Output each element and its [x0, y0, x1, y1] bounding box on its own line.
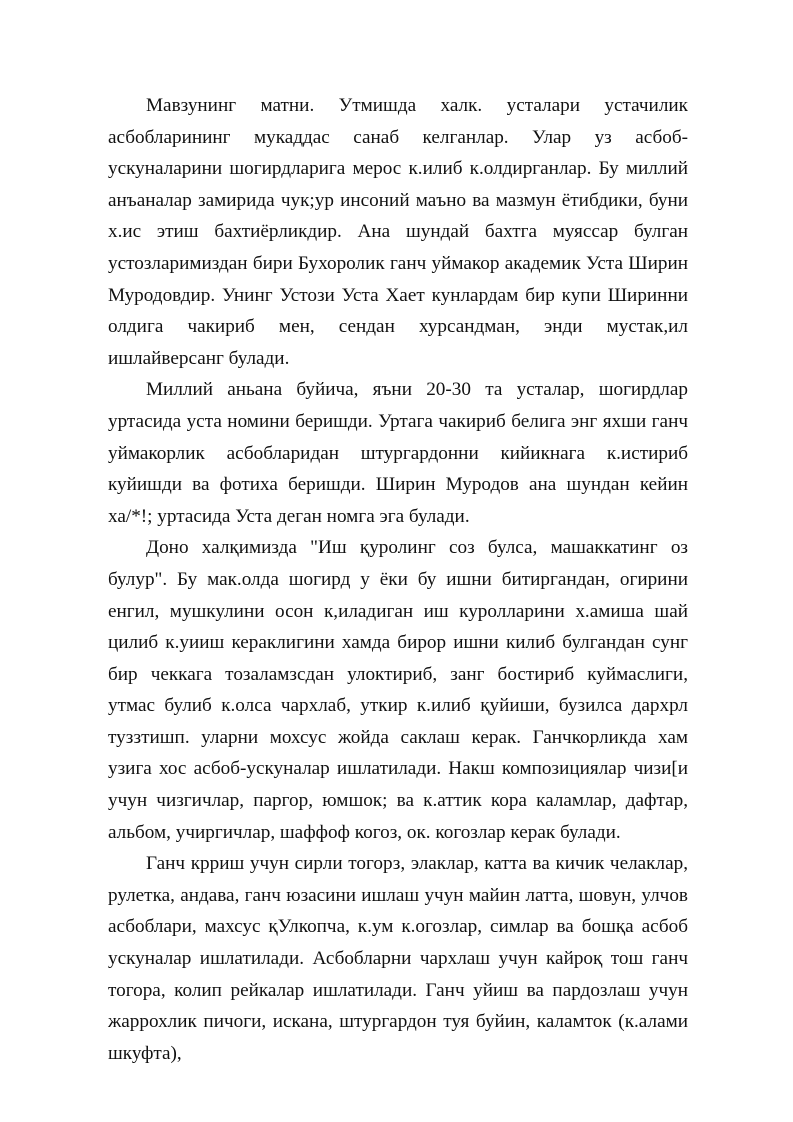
- paragraph-tradition: Миллий аньана буйича, яъни 20-30 та усталар, шогирдлар уртасида уста номини беришди. Уртага чакириб белига энг яхши ганч уймакорлик асбобларидан штургардонни кийикнага к.истириб куйишди ва фотиха беришди. Ширин Муродов ана шундан кейин ха/*!; уртасида Уста деган номга эга булади.: [108, 379, 688, 527]
- paragraph-tools-care: Доно халқимизда "Иш қуролинг соз булса, машаккатинг оз булур". Бу мак.олда шогирд у ёки бу ишни битиргандан, огирини енгил, мушкулини осон к,иладиган иш куролларини х.амиша шай цилиб к.уииш кераклигини хамда бирор ишни килиб булгандан сунг бир чеккага тозаламзсдан улоктириб, занг бостириб куймаслиги, утмас булиб к.олса чархлаб, уткир к.илиб қуйиши, бузилса дархрл туззтишп. уларни мохсус жойда саклаш керак. Ганчкорликда хам узига хос асбоб-ускуналар ишлатилади. Накш композициялар чизи[и учун чизгичлар, паргор, юмшок; ва к.аттик кора каламлар, дафтар, альбом, учиргичлар, шаффоф когоз, ок. когозлар керак булади.: [108, 537, 688, 843]
- document-body: [108, 90, 688, 1069]
- paragraph-intro: Мавзунинг матни. Утмишда халк. усталари устачилик асбобларининг мукаддас санаб келганлар. Улар уз асбоб-ускуналарини шогирдларига мерос к.илиб к.олдирганлар. Бу миллий анъаналар замирида чук;ур инсоний маъно ва мазмун ётибдики, буни х.ис этиш бахтиёрликдир. Ана шундай бахтга муяссар булган устозларимиздан бири Бухоролик ганч уймакор академик Уста Ширин Муродовдир. Унинг Устози Уста Хает кунлардам бир купи Ширинни олдига чакириб мен, сендан хурсандман, энди мустак,ил ишлайверсанг булади.: [108, 95, 688, 369]
- paragraph-tools-list: Ганч крриш учун сирли тогорз, элаклар, катта ва кичик челаклар, рулетка, андава, ганч юзасини ишлаш учун майин латта, шовун, улчов асбоблари, махсус қУлкопча, к.ум к.огозлар, симлар ва бошқа асбоб ускуналар ишлатилади. Асбобларни чархлаш учун кайроқ тош ганч тогора, колип рейкалар ишлатилади. Ганч уйиш ва пардозлаш учун жаррохлик пичоги, искана, штургардон туя буйин, каламток (к.алами шкуфта),: [108, 853, 688, 1064]
